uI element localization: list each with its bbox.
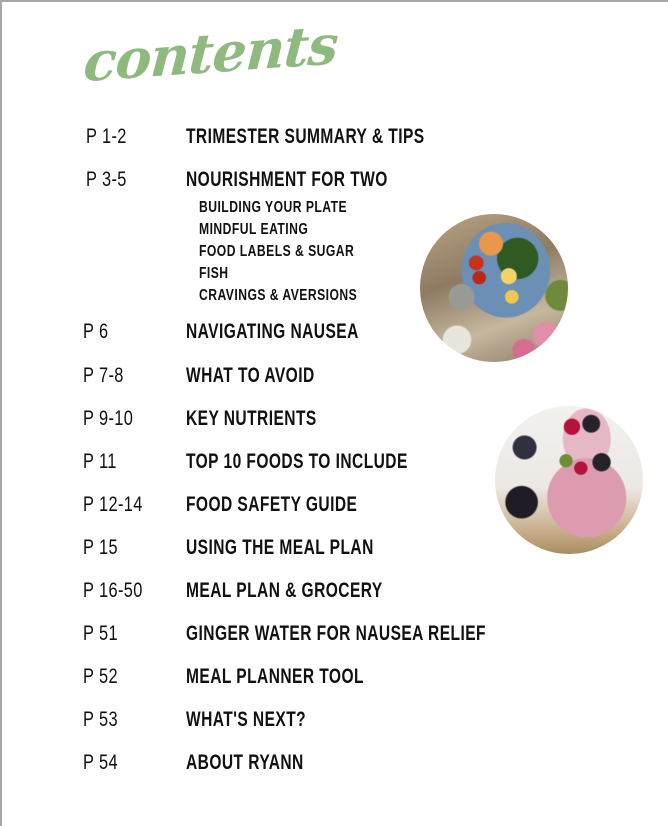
toc-entry-title: MEAL PLANNER TOOL xyxy=(186,665,364,688)
healthy-bowl-photo xyxy=(420,214,568,362)
toc-entry-title: ABOUT RYANN xyxy=(186,751,304,774)
toc-page-range: P 6 xyxy=(83,320,109,343)
toc-entry-title: WHAT'S NEXT? xyxy=(186,708,307,731)
toc-entry-title: WHAT TO AVOID xyxy=(186,364,315,387)
toc-page-range: P 1-2 xyxy=(86,125,127,148)
toc-entry-title: NAVIGATING NAUSEA xyxy=(186,320,359,343)
page-border-left xyxy=(0,0,2,826)
toc-entry-title: GINGER WATER FOR NAUSEA RELIEF xyxy=(186,622,486,645)
toc-entry-title: KEY NUTRIENTS xyxy=(186,407,317,430)
toc-page-range: P 16-50 xyxy=(83,579,143,602)
toc-sub-item: FISH xyxy=(199,265,229,282)
toc-sub-item: FOOD LABELS & SUGAR xyxy=(199,243,355,260)
toc-page-range: P 52 xyxy=(83,665,118,688)
toc-page-range: P 9-10 xyxy=(83,407,134,430)
toc-sub-item: MINDFUL EATING xyxy=(199,221,309,238)
toc-entry-title: TOP 10 FOODS TO INCLUDE xyxy=(186,450,408,473)
toc-page-range: P 12-14 xyxy=(83,493,143,516)
toc-page-range: P 51 xyxy=(83,622,118,645)
toc-sub-item: CRAVINGS & AVERSIONS xyxy=(199,287,358,304)
toc-entry-title: FOOD SAFETY GUIDE xyxy=(186,493,358,516)
toc-page-range: P 15 xyxy=(83,536,118,559)
toc-entry-title: NOURISHMENT FOR TWO xyxy=(186,168,388,191)
page-title: contents xyxy=(81,12,340,95)
toc-page-range: P 53 xyxy=(83,708,118,731)
toc-page-range: P 54 xyxy=(83,751,118,774)
toc-entry-title: USING THE MEAL PLAN xyxy=(186,536,374,559)
toc-page-range: P 11 xyxy=(83,450,117,473)
toc-page-range: P 3-5 xyxy=(86,168,127,191)
toc-entry-title: MEAL PLAN & GROCERY xyxy=(186,579,383,602)
berry-smoothie-photo xyxy=(495,406,643,554)
toc-entry-title: TRIMESTER SUMMARY & TIPS xyxy=(186,125,425,148)
toc-page-range: P 7-8 xyxy=(83,364,124,387)
page-border-top xyxy=(0,0,668,2)
toc-sub-item: BUILDING YOUR PLATE xyxy=(199,199,348,216)
